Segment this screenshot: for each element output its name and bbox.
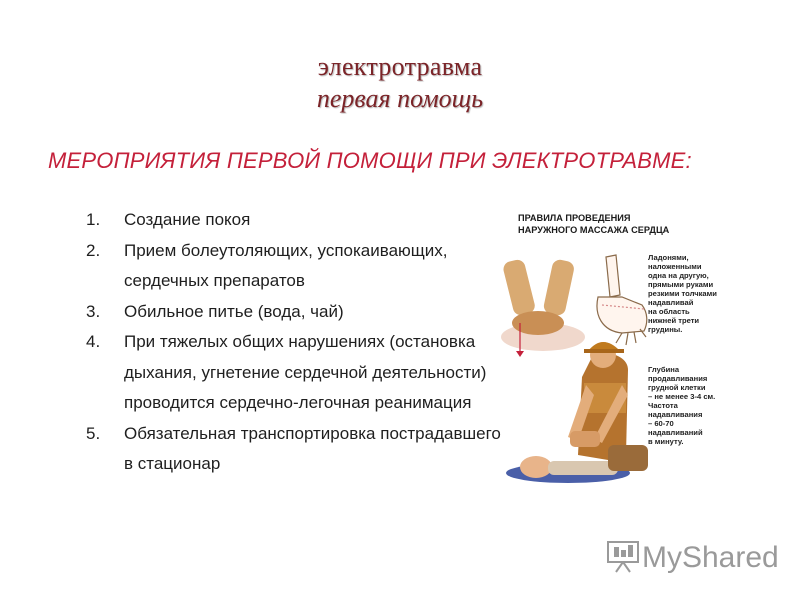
myshared-logo <box>604 536 779 576</box>
hand-instruction-line: одна на другую, <box>648 271 709 280</box>
first-aid-steps-list <box>86 205 506 480</box>
slide-title: электротравма <box>317 52 483 81</box>
list-item-text: Создание покоя <box>124 210 251 229</box>
depth-instruction-line: надавливания <box>648 410 703 419</box>
depth-instruction-line: надавливаний <box>648 428 703 437</box>
depth-instruction-line: продавливания <box>648 374 708 383</box>
hand-instruction-line: прямыми руками <box>648 280 714 289</box>
section-heading: МЕРОПРИЯТИЯ ПЕРВОЙ ПОМОЩИ ПРИ ЭЛЕКТРОТРАВМЕ: <box>48 148 692 173</box>
list-item-text: Обильное питье (вода, чай) <box>124 301 344 321</box>
slide-subtitle: первая помощь <box>316 84 484 113</box>
list-item-number: 4. <box>86 332 101 351</box>
depth-instruction-line: – не менее 3-4 см. <box>648 392 716 401</box>
list-item <box>86 205 506 236</box>
list-item-number: 2. <box>86 240 101 260</box>
depth-instruction-line: Глубина <box>648 365 680 374</box>
illustration-title-line1: ПРАВИЛА ПРОВЕДЕНИЯ <box>518 213 631 223</box>
depth-instruction-line: в минуту. <box>648 437 684 446</box>
list-item-text: Обязательная транспортировка пострадавшего в стационар <box>124 423 501 473</box>
list-item <box>86 419 506 480</box>
cpr-illustration <box>498 205 763 505</box>
list-item-text: Прием болеутоляющих, успокаивающих, сердечных препаратов <box>124 240 448 290</box>
hand-instruction-line: нижней трети <box>648 316 700 325</box>
hand-instruction-line: на область <box>648 307 690 316</box>
list-item-number: 3. <box>86 301 101 321</box>
hand-instruction-line: Ладонями, <box>648 253 689 262</box>
depth-instruction-line: – 60-70 <box>648 419 674 428</box>
hand-instruction-line: надавливай <box>648 298 694 307</box>
list-item <box>86 327 506 419</box>
depth-instruction-line: грудной клетки <box>648 383 706 392</box>
illustration-title-line2: НАРУЖНОГО МАССАЖА СЕРДЦА <box>518 225 670 235</box>
hand-position-icon <box>597 255 647 345</box>
presentation-board-icon <box>608 542 638 572</box>
hand-instruction-line: грудины. <box>648 325 683 334</box>
list-item-number: 5. <box>86 423 101 443</box>
depth-instruction-line: Частота <box>648 401 678 410</box>
hand-instruction-line: резкими толчками <box>648 289 717 298</box>
hand-instruction-line: наложенными <box>648 262 702 271</box>
list-item <box>86 297 506 328</box>
list-item-number: 1. <box>86 210 101 229</box>
list-item-text: При тяжелых общих нарушениях (остановка дыхания, угнетение сердечной деятельности) проводится сердечно-легочная реанимация <box>124 332 487 412</box>
rescuer-cpr-icon <box>506 342 648 483</box>
logo-text: MyShared <box>642 541 779 574</box>
list-item <box>86 236 506 297</box>
hands-pressing-icon <box>501 258 585 357</box>
